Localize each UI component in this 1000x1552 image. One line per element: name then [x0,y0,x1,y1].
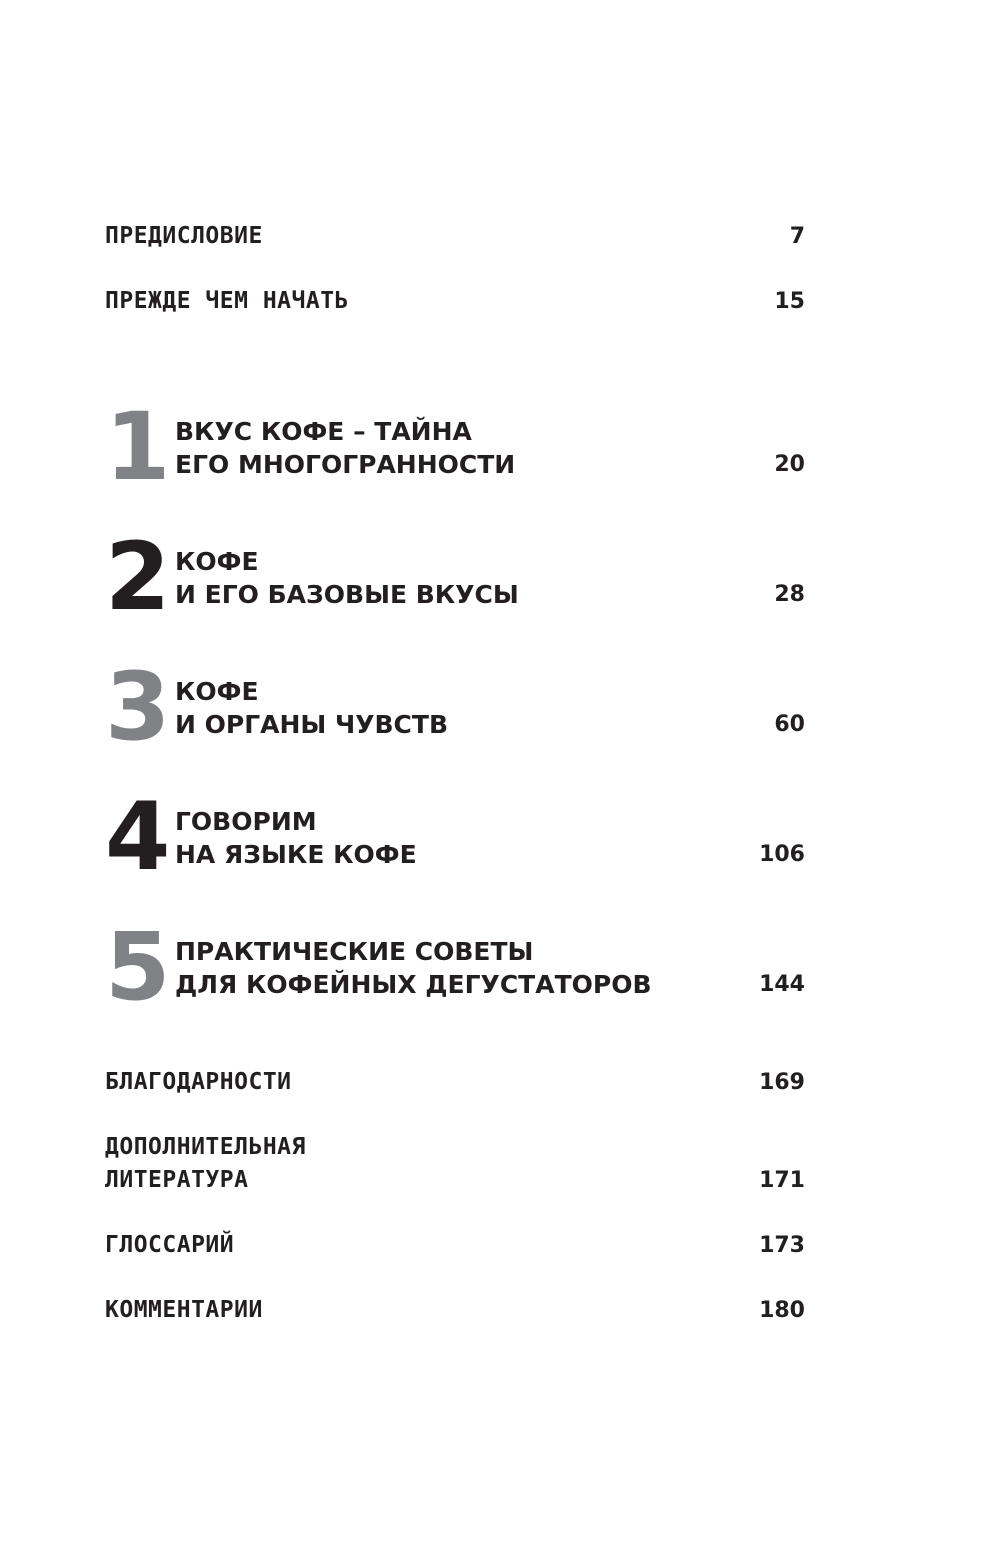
toc-entry-preface[interactable] [105,220,805,253]
toc-page-number: 106 [759,842,805,867]
toc-entry-title: БЛАГОДАРНОСТИ [105,1069,292,1095]
chapter-title-line2: ЕГО МНОГОГРАННОСТИ [175,450,516,479]
toc-page-number: 173 [759,1233,805,1258]
toc-chapter-5[interactable] [105,913,805,1022]
chapter-title [175,415,515,481]
chapter-title-line1: ВКУС КОФЕ – ТАЙНА [175,417,472,446]
chapter-number: 1 [105,393,169,502]
toc-entry-title-line1: ДОПОЛНИТЕЛЬНАЯ [105,1134,306,1160]
chapter-number: 4 [105,783,169,892]
chapter-title-line2: НА ЯЗЫКЕ КОФЕ [175,840,417,869]
chapter-title-line1: КОФЕ [175,677,259,706]
chapter-number: 5 [105,913,169,1022]
toc-entry-glossary[interactable] [105,1229,805,1262]
toc-entry-title: ПРЕЖДЕ ЧЕМ НАЧАТЬ [105,288,349,314]
toc-entry-title: ГЛОССАРИЙ [105,1232,235,1258]
chapter-title-line2: ДЛЯ КОФЕЙНЫХ ДЕГУСТАТОРОВ [175,970,652,999]
toc-entry-title-line2: ЛИТЕРАТУРА [105,1167,249,1193]
chapter-title-line1: КОФЕ [175,547,259,576]
chapter-title [175,805,417,871]
chapter-title [175,675,448,741]
chapter-number: 2 [105,523,169,632]
chapter-title-line1: ПРАКТИЧЕСКИЕ СОВЕТЫ [175,937,534,966]
toc-page-number: 169 [759,1070,805,1095]
toc-page-number: 7 [789,224,805,249]
chapter-number: 3 [105,653,169,762]
chapter-title [175,935,652,1001]
toc-entry-title: ПРЕДИСЛОВИЕ [105,223,263,249]
chapter-title-line2: И ЕГО БАЗОВЫЕ ВКУСЫ [175,580,519,609]
toc-chapter-1[interactable] [105,393,805,502]
toc-page-number: 20 [774,452,805,477]
toc-chapter-4[interactable] [105,783,805,892]
toc-entry-further-reading[interactable] [105,1131,805,1197]
toc-page-number: 15 [774,289,805,314]
toc-entry-acknowledgements[interactable] [105,1066,805,1099]
toc-page-number: 171 [759,1168,805,1193]
toc-page-number: 28 [774,582,805,607]
chapter-title [175,545,519,611]
toc-page-number: 180 [759,1298,805,1323]
toc-chapter-3[interactable] [105,653,805,762]
toc-entry-before-start[interactable] [105,285,805,318]
toc-chapter-2[interactable] [105,523,805,632]
chapter-title-line1: ГОВОРИМ [175,807,317,836]
toc-page-number: 144 [759,972,805,997]
toc-entry-comments[interactable] [105,1294,805,1327]
toc-page-number: 60 [774,712,805,737]
toc-entry-title: КОММЕНТАРИИ [105,1297,263,1323]
chapter-title-line2: И ОРГАНЫ ЧУВСТВ [175,710,448,739]
